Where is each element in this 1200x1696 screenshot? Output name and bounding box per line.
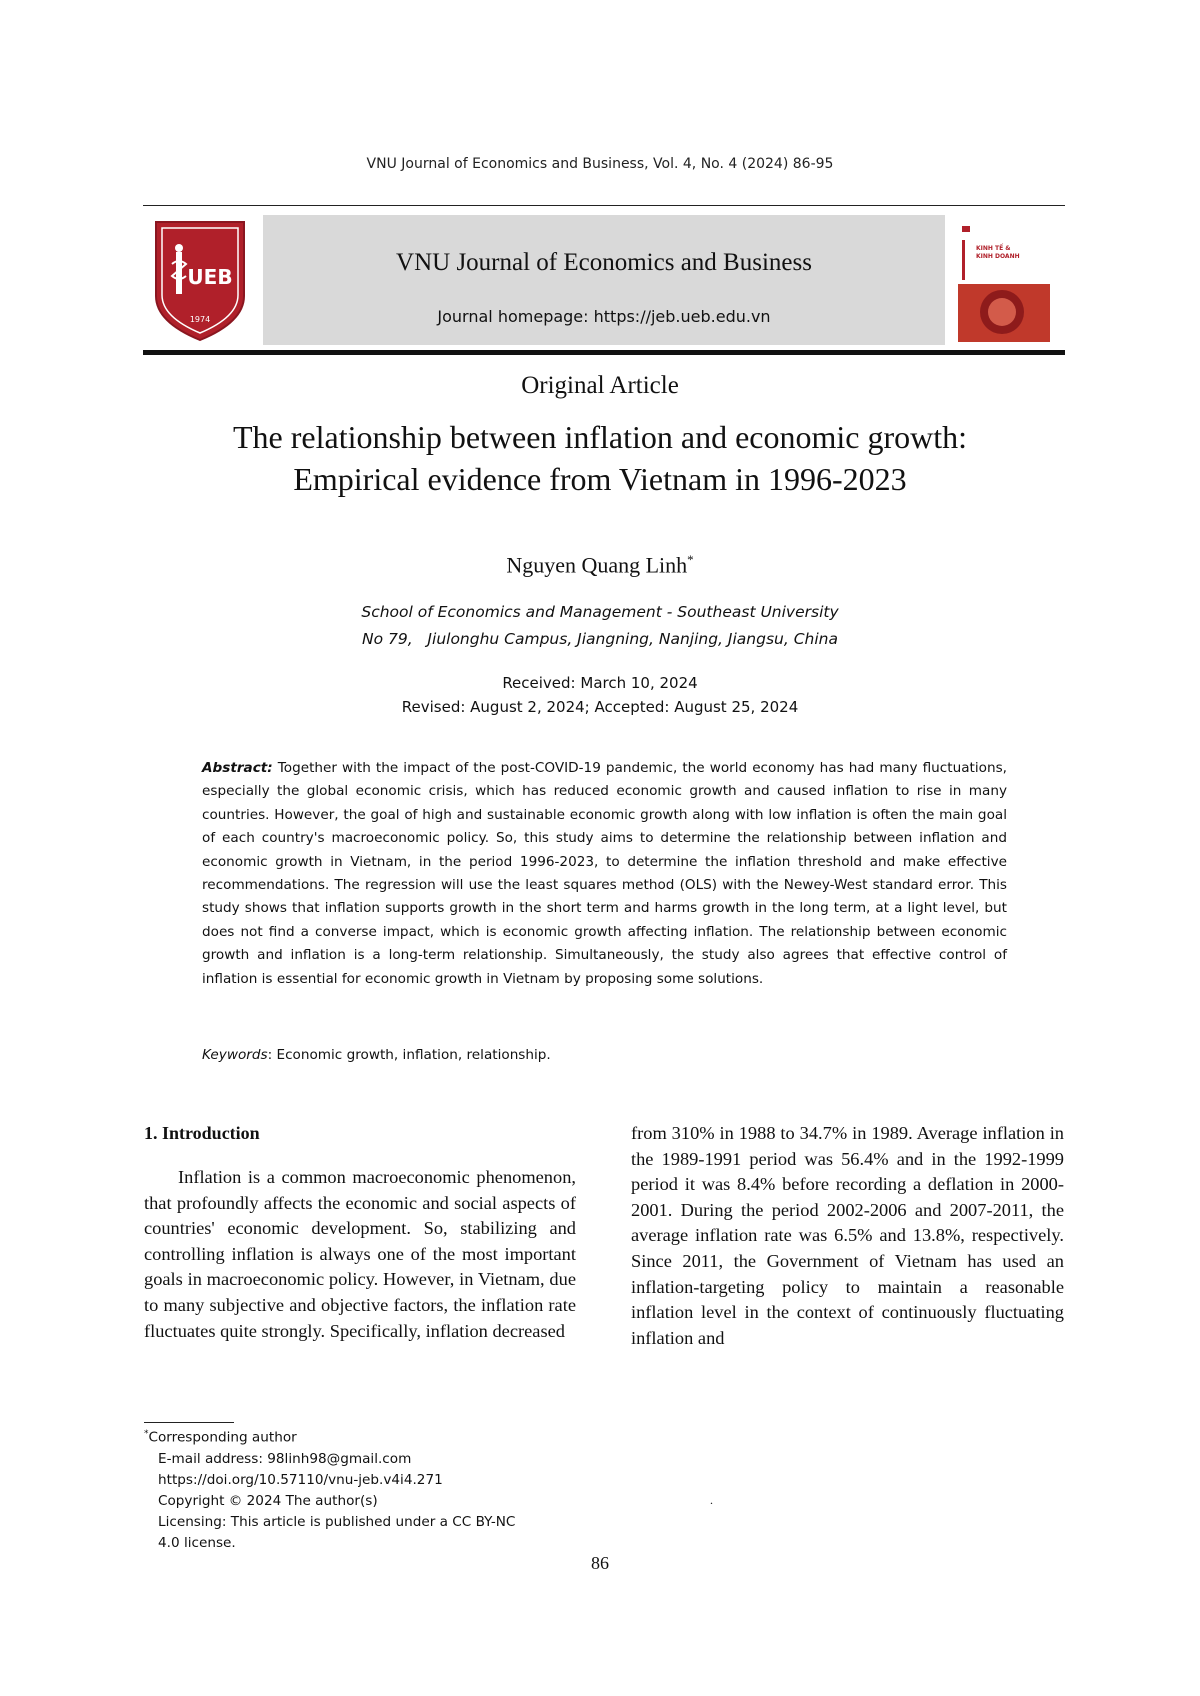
article-type: Original Article (521, 372, 679, 399)
title-line-1: The relationship between inflation and economic growth: (233, 419, 967, 455)
article-title (100, 416, 1100, 500)
footnote-licensing-2: 4.0 license. (158, 1534, 236, 1551)
abstract (202, 757, 1007, 991)
keywords-text: : Economic growth, inflation, relationship. (267, 1047, 551, 1063)
author-mark: * (687, 552, 694, 567)
footnote-copyright: Copyright © 2024 The author(s) (158, 1492, 378, 1509)
abstract-label: Abstract: (202, 760, 273, 776)
footnote-corresponding (144, 1424, 594, 1449)
journal-title: VNU Journal of Economics and Business (396, 249, 812, 276)
footnotes (144, 1424, 594, 1554)
title-line-2: Empirical evidence from Vietnam in 1996-2023 (293, 461, 907, 497)
cover-title-line1: KINH TẾ & (976, 245, 1011, 252)
running-head: VNU Journal of Economics and Business, Vol. 4, No. 4 (2024) 86-95 (366, 156, 834, 172)
author-name: Nguyen Quang Linh (506, 552, 688, 578)
journal-banner (263, 215, 945, 345)
revised-accepted-date: Revised: August 2, 2024; Accepted: August 25, 2024 (401, 698, 799, 716)
affiliation (0, 599, 1200, 653)
stray-dot: . (710, 1493, 713, 1507)
footnote-email[interactable]: E-mail address: 98linh98@gmail.com (158, 1450, 412, 1467)
body-column-left (144, 1165, 576, 1344)
page-number: 86 (591, 1553, 609, 1573)
author (0, 552, 1200, 578)
body-paragraph: Inflation is a common macroeconomic phenomenon, that profoundly affects the economic and social aspects of countries' economic development. So, stabilizing and controlling inflation is always one of the most important goals in macroeconomic policy. However, in Vietnam, due to many subjective and objective factors, the inflation rate fluctuates quite strongly. Specifically, inflation decreased (144, 1167, 576, 1341)
affiliation-line-2: No 79, Jiulonghu Campus, Jiangning, Nanjing, Jiangsu, China (362, 630, 838, 648)
cover-title-line2: KINH DOANH (976, 253, 1020, 260)
logo-text: UEB (187, 265, 233, 289)
footnote-corresponding-text: Corresponding author (148, 1429, 297, 1446)
body-paragraph-continued: from 310% in 1988 to 34.7% in 1989. Average inflation in the 1989-1991 period was 56.4% and in the 1992-1999 period it was 8.4% before recording a deflation in 2000-2001. During the period 2002-2006 and 2007-2011, the average inflation rate was 6.5% and 13.8%, respectively. Since 2011, the Government of Vietnam has used an inflation-targeting policy to maintain a reasonable inflation level in the context of continuously fluctuating inflation and (631, 1123, 1064, 1348)
journal-homepage-link[interactable]: Journal homepage: https://jeb.ueb.edu.vn (437, 307, 771, 326)
keywords-label: Keywords (202, 1047, 268, 1063)
banner-rule (143, 350, 1065, 355)
footnote-doi-link[interactable]: https://doi.org/10.57110/vnu-jeb.v4i4.271 (158, 1471, 443, 1488)
footnote-rule (144, 1422, 234, 1423)
logo-year: 1974 (189, 315, 211, 324)
footnote-mark: * (144, 1429, 149, 1439)
header-rule (143, 205, 1065, 206)
ueb-logo (152, 218, 248, 344)
body-column-right (631, 1121, 1064, 1351)
section-heading: 1. Introduction (144, 1123, 260, 1143)
journal-cover-thumbnail (958, 222, 1050, 342)
abstract-text: Together with the impact of the post-COVID-19 pandemic, the world economy has had many fluctuations, especially the global economic crisis, which has reduced economic growth and caused inflation to rise in many countries. However, the goal of high and sustainable economic growth along with low inflation is often the main goal of each country's macroeconomic policy. So, this study aims to determine the relationship between inflation and economic growth in Vietnam, in the period 1996-2023, to determine the inflation threshold and make effective recommendations. The regression will use the least squares method (OLS) with the Newey-West standard error. This study shows that inflation supports growth in the short term and harms growth in the long term, at a light level, but does not find a converse impact, which is economic growth affecting inflation. The relationship between economic growth and inflation is a long-term relationship. Simultaneously, the study also agrees that effective control of inflation is essential for economic growth in Vietnam by proposing some solutions. (202, 760, 1007, 987)
keywords (202, 1047, 1007, 1063)
article-dates (0, 671, 1200, 719)
affiliation-line-1: School of Economics and Management - Southeast University (361, 603, 839, 621)
received-date: Received: March 10, 2024 (502, 674, 698, 692)
footnote-licensing-1: Licensing: This article is published under a CC BY-NC (158, 1513, 516, 1530)
